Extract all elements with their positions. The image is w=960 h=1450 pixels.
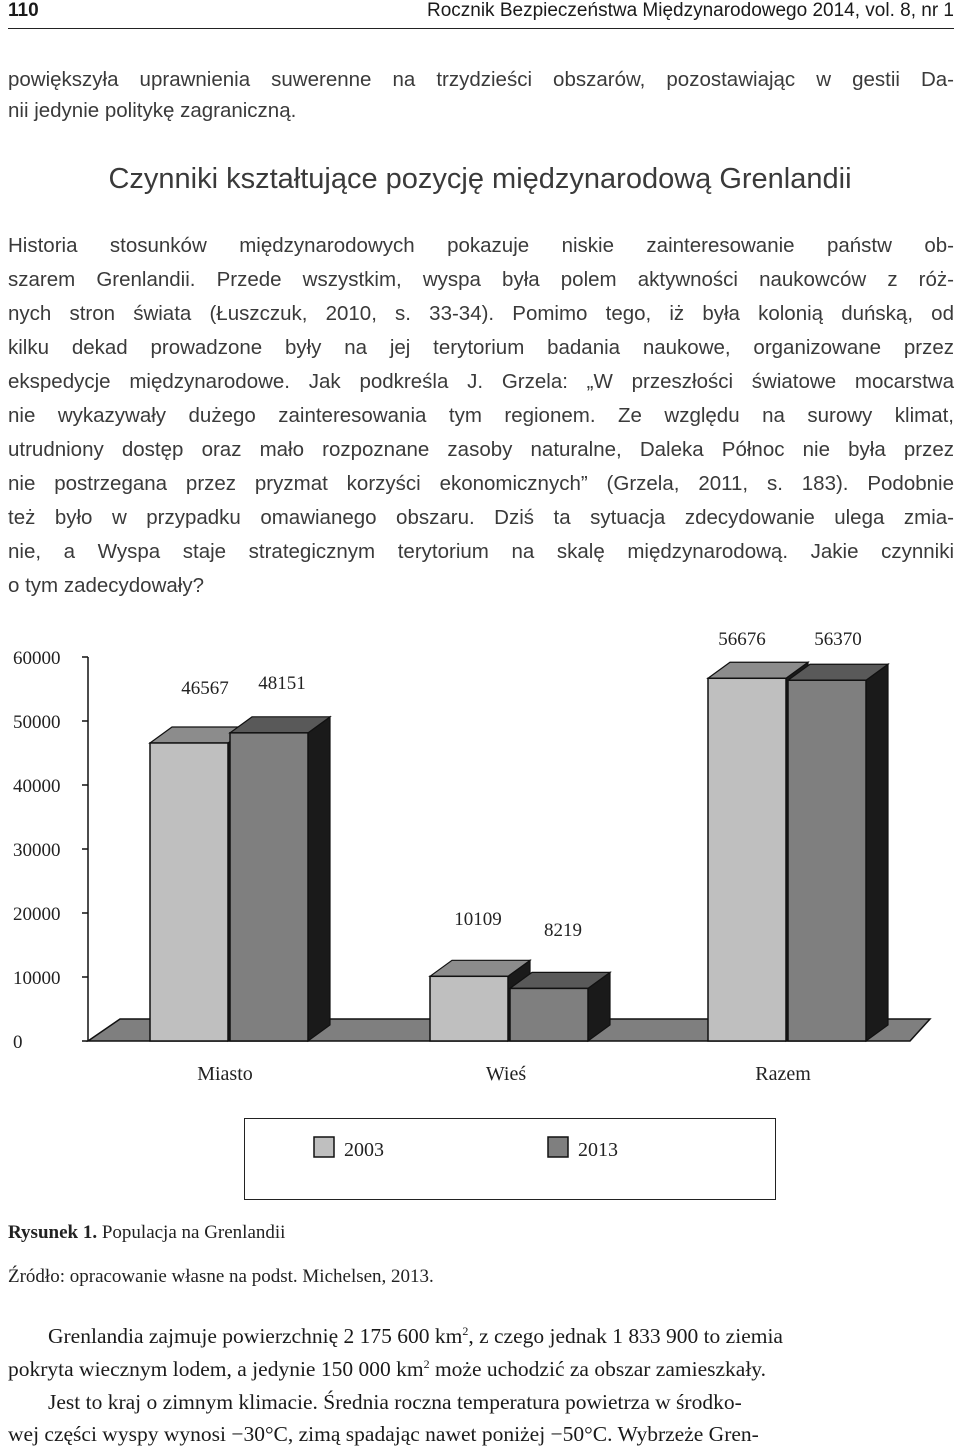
intro-line-2: nii jedynie politykę zagraniczną.: [8, 99, 297, 122]
paragraph-line: Historia stosunków międzynarodowych pokazuje niskie zainteresowanie państw ob-: [8, 234, 954, 257]
journal-title: Rocznik Bezpieczeństwa Międzynarodowego 2014, vol. 8, nr 1: [426, 0, 954, 21]
superscript: 2: [462, 1323, 469, 1338]
page-number: 110: [8, 0, 39, 21]
bar-2003-Razem: [708, 678, 786, 1041]
y-tick-label: 20000: [13, 904, 61, 925]
running-header: [8, 0, 954, 29]
y-tick-label: 40000: [13, 776, 61, 797]
x-category-label: Razem: [755, 1063, 811, 1085]
paragraph-line: też było w przypadku omawianego obszaru. Dziś ta sytuacja zdecydowanie ulega zmia-: [8, 506, 954, 529]
body-paragraph-1-line-2: [8, 1357, 954, 1382]
paragraph-line: o tym zadecydowały?: [8, 574, 204, 597]
figure-source: Źródło: opracowanie własne na podst. Michelsen, 2013.: [8, 1266, 434, 1287]
data-label: 8219: [544, 920, 582, 941]
bar-2013-Razem: [788, 680, 866, 1041]
bar-2013-Wieś: [510, 988, 588, 1041]
paragraph-line: nie, a Wyspa staje strategicznym terytorium na skalę międzynarodową. Jakie czynniki: [8, 540, 954, 563]
legend-label: 2013: [578, 1139, 618, 1161]
data-label: 56676: [718, 629, 766, 650]
data-label: 48151: [258, 673, 306, 694]
data-label: 46567: [181, 678, 229, 699]
body-text: może uchodzić za obszar zamieszkały.: [429, 1357, 767, 1381]
bar-2013-Miasto: [230, 733, 308, 1041]
figure-label: Rysunek 1.: [8, 1222, 98, 1243]
paragraph-line: kilku dekad prowadzone były na jej terytorium badania naukowe, organizowane przez: [8, 336, 954, 359]
y-tick-label: 10000: [13, 968, 61, 989]
x-category-label: Miasto: [197, 1063, 253, 1085]
legend-label: 2003: [344, 1139, 384, 1161]
intro-line-1: powiększyła uprawnienia suwerenne na trzydzieści obszarów, pozostawiając w gestii Da-: [8, 68, 954, 91]
body-paragraph-2-line-2: wej części wyspy wynosi −30°C, zimą spadając nawet poniżej −50°C. Wybrzeże Gren-: [8, 1422, 759, 1446]
figure-caption: [8, 1222, 285, 1244]
bar-2003-Wieś: [430, 976, 508, 1041]
paragraph-line: ekspedycje międzynarodowe. Jak podkreśla J. Grzela: „W przeszłości światowe mocarstwa: [8, 370, 954, 393]
x-category-label: Wieś: [485, 1063, 527, 1085]
y-tick-label: 60000: [13, 648, 61, 669]
body-text: Grenlandia zajmuje powierzchnię 2 175 600 km: [48, 1324, 463, 1348]
paragraph-line: nie wykazywały dużego zainteresowania tym regionem. Ze względu na surowy klimat,: [8, 404, 954, 427]
paragraph-line: nie postrzegana przez pryzmat korzyści ekonomicznych” (Grzela, 2011, s. 183). Podobnie: [8, 472, 954, 495]
bar-side-face: [308, 717, 330, 1041]
bar-2003-Miasto: [150, 743, 228, 1041]
figure-caption-text: Populacja na Grenlandii: [101, 1222, 286, 1243]
chart-legend-frame: [244, 1118, 776, 1200]
y-tick-label: 50000: [13, 712, 61, 733]
y-tick-label: 30000: [13, 840, 61, 861]
body-paragraph-2-line-1: Jest to kraj o zimnym klimacie. Średnia roczna temperatura powietrza w środko-: [48, 1390, 742, 1414]
section-heading: Czynniki kształtujące pozycję międzynarodową Grenlandii: [108, 163, 852, 195]
body-paragraph-1: [48, 1324, 954, 1349]
data-label: 10109: [454, 909, 502, 930]
bar-side-face: [866, 664, 888, 1041]
paragraph-line: utrudniony dostęp oraz mało rozpoznane zasoby naturalne, Daleka Północ nie była przez: [8, 438, 954, 461]
data-label: 56370: [814, 629, 862, 650]
superscript: 2: [423, 1356, 430, 1371]
paragraph-line: szarem Grenlandii. Przede wszystkim, wyspa była polem aktywności naukowców z róż-: [8, 268, 954, 291]
body-text: pokryta wiecznym lodem, a jedynie 150 000 km: [8, 1357, 424, 1381]
paragraph-line: nych stron świata (Łuszczuk, 2010, s. 33-34). Pomimo tego, iż była kolonią duńską, od: [8, 302, 954, 325]
y-tick-label: 0: [13, 1032, 23, 1053]
body-text: , z czego jednak 1 833 900 to ziemia: [468, 1324, 783, 1348]
